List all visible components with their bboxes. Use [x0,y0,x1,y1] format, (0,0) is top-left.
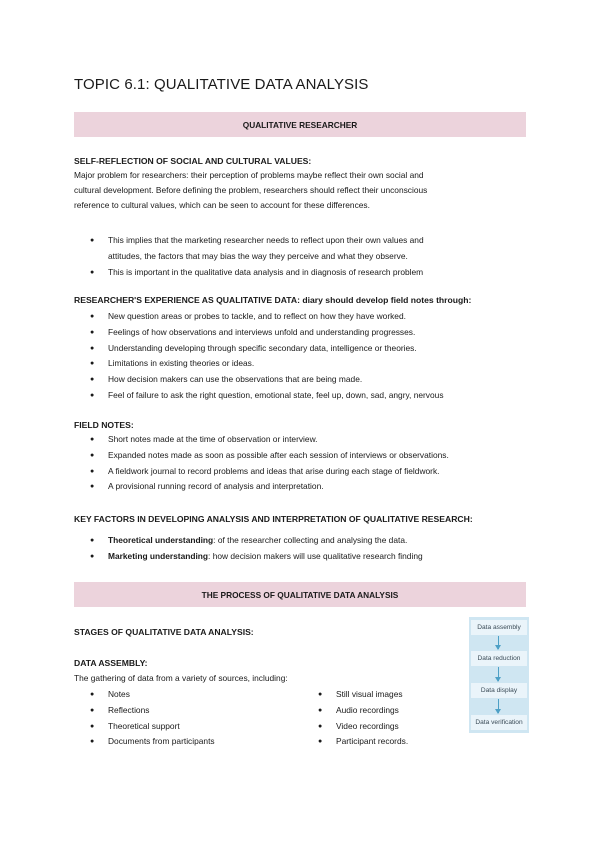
arrow-down-icon [498,636,499,649]
bullet-list-sources-right [318,687,408,750]
step-data-display: Data display [471,683,527,698]
heading-self-reflection: SELF-REFLECTION OF SOCIAL AND CULTURAL VALUES: [74,156,312,166]
term-description: : how decision makers will use qualitative research finding [208,550,423,561]
list-item: ● Video recordings [318,719,408,735]
list-item: ● Still visual images [318,687,408,703]
banner-label: QUALITATIVE RESEARCHER [242,119,358,130]
step-data-assembly: Data assembly [471,620,527,635]
list-item [90,233,424,265]
step-data-reduction: Data reduction [471,651,527,666]
list-item: ● Participant records. [318,734,408,750]
heading-stages: STAGES OF QUALITATIVE DATA ANALYSIS: [74,627,254,637]
bullet-list-sources-left [90,687,215,750]
paragraph-line: Major problem for researchers: their perception of problems maybe reflect their own social and [74,170,424,180]
section-banner-process [74,582,526,607]
list-item [90,549,423,565]
list-item: ● Theoretical support [90,719,215,735]
process-flow-diagram [469,617,529,733]
list-item [90,533,423,549]
heading-data-assembly: DATA ASSEMBLY: [74,658,148,668]
list-item: ● Limitations in existing theories or ideas. [90,356,444,372]
heading-researcher-experience: RESEARCHER'S EXPERIENCE AS QUALITATIVE DATA: diary should develop field notes through: [74,295,472,305]
arrow-down-icon [498,667,499,681]
list-item: ● New question areas or probes to tackle, and to reflect on how they have worked. [90,309,444,325]
banner-label: THE PROCESS OF QUALITATIVE DATA ANALYSIS [201,589,399,600]
list-item [90,265,424,281]
list-item-text: attitudes, the factors that may bias the way they perceive and what they observe. [108,250,408,261]
bullet-list-key-factors [90,533,423,565]
list-item: ● Feel of failure to ask the right question, emotional state, feel up, down, sad, angry, nervous [90,388,444,404]
paragraph-line: reference to cultural values, which can be seen to account for these differences. [74,200,370,210]
paragraph-data-assembly [74,671,524,686]
heading-field-notes: FIELD NOTES: [74,420,134,430]
list-item: ● Audio recordings [318,703,408,719]
bullet-list-field-notes [90,432,449,495]
list-item: ● How decision makers can use the observations that are being made. [90,372,444,388]
term-description: : of the researcher collecting and analysing the data. [213,535,408,545]
page-title: TOPIC 6.1: QUALITATIVE DATA ANALYSIS [74,76,369,93]
list-item: ● Expanded notes made as soon as possible after each session of interviews or observations. [90,448,449,464]
list-item: ● Short notes made at the time of observation or interview. [90,432,449,448]
paragraph-line: cultural development. Before defining the problem, researchers should reflect their unconscious [74,185,428,195]
arrow-down-icon [498,699,499,713]
heading-key-factors: KEY FACTORS IN DEVELOPING ANALYSIS AND INTERPRETATION OF QUALITATIVE RESEARCH: [74,514,473,524]
step-data-verification: Data verification [471,715,527,730]
bullet-list-self-reflection [90,233,424,280]
list-item: ● Feelings of how observations and interviews unfold and understanding progresses. [90,325,444,341]
section-banner-qualitative-researcher [74,112,526,137]
key-term: Marketing understanding [108,550,209,561]
list-item: ● Documents from participants [90,734,215,750]
list-item: ● A provisional running record of analysis and interpretation. [90,479,449,495]
list-item: ● Reflections [90,703,215,719]
list-item-text: This is important in the qualitative data analysis and in diagnosis of research problem [108,266,424,277]
list-item-text: ● This implies that the marketing researcher needs to reflect upon their own values and [108,235,424,245]
list-item: ● Understanding developing through specific secondary data, intelligence or theories. [90,341,444,357]
list-item: ● Notes [90,687,215,703]
key-term: Theoretical understanding [108,535,214,545]
paragraph-line: The gathering of data from a variety of sources, including: [74,673,288,683]
list-item: ● A fieldwork journal to record problems and ideas that arise during each stage of fieldwork. [90,464,449,480]
paragraph-self-reflection [74,168,524,213]
bullet-list-researcher-experience [90,309,444,404]
